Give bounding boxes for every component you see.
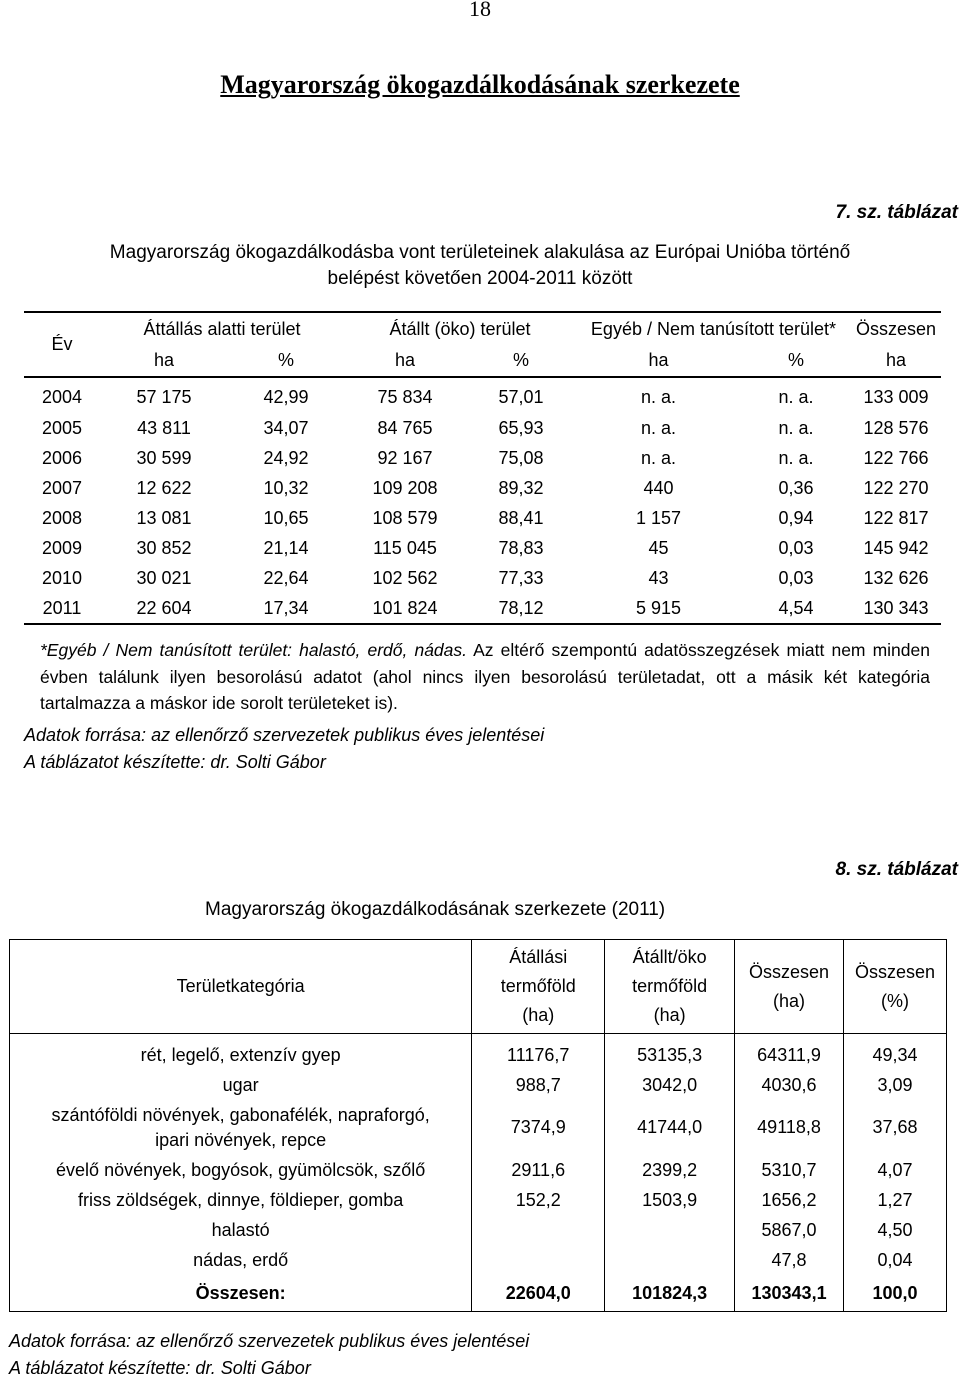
table8-header-line: (ha) [773, 990, 806, 1011]
table8-header-line: (%) [881, 990, 909, 1011]
table8-header-cell [605, 940, 735, 1034]
page-number: 18 [469, 0, 491, 21]
table7-note-italic: *Egyéb / Nem tanúsított terület: halastó, erdő, nádas. [40, 640, 468, 660]
table8-cell: 2911,6 [472, 1155, 605, 1185]
table8-category-line: friss zöldségek, dinnye, földieper, gomba [78, 1189, 404, 1210]
table8-category-cell [10, 1155, 472, 1185]
table7-cell: 43 [648, 567, 669, 588]
table7-cell: 145 942 [863, 537, 929, 558]
table7-year-cell: 2010 [41, 567, 83, 588]
table8-cell: 2399,2 [605, 1155, 735, 1185]
table7-note-text: Az eltérő szempontú adatösszegzések miatt nem minden évben találunk ilyen besorolású adatot (ahol nincs ilyen besorolású területadat, ott a másik két kategória tartalmazza a máskor ide sorolt területeket is). [40, 640, 930, 713]
table8-cell: 152,2 [472, 1185, 605, 1215]
table8-cell: 4,50 [844, 1215, 947, 1245]
table8-total-cell: 100,0 [844, 1275, 947, 1312]
table7-year-cell: 2006 [41, 447, 83, 468]
table7-header-group2: Átállt (öko) terület [344, 312, 576, 345]
table8-category-line: rét, legelő, extenzív gyep [140, 1044, 341, 1065]
table7-cell: 0,03 [778, 537, 814, 558]
table7-cell: 57 175 [136, 386, 192, 407]
table7-cell: 109 208 [372, 477, 438, 498]
table8-category-line: nádas, erdő [193, 1249, 289, 1270]
table8-header-cell [844, 940, 947, 1034]
table7-unit: ha [344, 345, 466, 377]
table8-header-line: (ha) [522, 1005, 555, 1025]
table7-cell: 84 765 [377, 417, 433, 438]
table7-header-group4: Összesen [851, 312, 941, 345]
table7-cell: 24,92 [263, 447, 309, 468]
table8-category-cell [10, 1070, 472, 1100]
table8-cell: 11176,7 [472, 1034, 605, 1071]
table7-notes [40, 637, 930, 717]
table7-cell: 30 599 [136, 447, 192, 468]
table7-unit: ha [851, 345, 941, 377]
table8-category-cell [10, 1034, 472, 1071]
table8-cell: 988,7 [472, 1070, 605, 1100]
table8-label: 8. sz. táblázat [835, 859, 958, 880]
table7-year-cell: 2008 [41, 507, 83, 528]
table7-source: Adatok forrása: az ellenőrző szervezetek publikus éves jelentései [24, 725, 545, 745]
table7-unit: % [741, 345, 851, 377]
table8-cell: 41744,0 [605, 1100, 735, 1155]
table8-category-cell [10, 1215, 472, 1245]
table7-cell: n. a. [640, 417, 677, 438]
table8-cell: 5310,7 [735, 1155, 844, 1185]
table7-unit: % [228, 345, 344, 377]
table8-header-line: Átállt/öko [632, 947, 707, 967]
table7-body [24, 377, 941, 624]
table7-caption-line2: belépést követően 2004-2011 között [327, 268, 633, 289]
table8-category-cell [10, 1185, 472, 1215]
table8-author: A táblázatot készítette: dr. Solti Gábor [9, 1358, 311, 1378]
table-row [10, 1245, 947, 1275]
table-row [10, 1070, 947, 1100]
table-row [24, 593, 941, 624]
table8-cell [605, 1245, 735, 1275]
table7-cell: n. a. [778, 386, 814, 407]
table7-author: A táblázatot készítette: dr. Solti Gábor [24, 752, 326, 772]
table7-cell: 440 [643, 477, 674, 498]
table8-category-line: évelő növények, bogyósok, gyümölcsök, szőlő [56, 1159, 426, 1180]
table-row [24, 503, 941, 533]
table8-total-cell: 22604,0 [472, 1275, 605, 1312]
table8-header-cell [472, 940, 605, 1034]
table7-cell: 22 604 [100, 593, 228, 624]
table7-cell: 102 562 [372, 567, 438, 588]
table7-cell: 22,64 [263, 567, 309, 588]
table-row [10, 1034, 947, 1071]
table8-cell: 53135,3 [605, 1034, 735, 1071]
table8-cell: 49,34 [844, 1034, 947, 1071]
table7-cell: 122 766 [863, 447, 929, 468]
table7-cell: 10,65 [263, 507, 309, 528]
table8-header-cell [735, 940, 844, 1034]
table8-category-cell [10, 1245, 472, 1275]
table7-year-cell: 2011 [24, 593, 100, 624]
table8-header-row [10, 940, 947, 1034]
table8-category-cell [10, 1100, 472, 1155]
table8-total-row [10, 1275, 947, 1312]
table7-cell: 89,32 [498, 477, 544, 498]
table7-cell: 42,99 [263, 386, 309, 407]
table7-cell: 78,12 [466, 593, 576, 624]
table7-cell: 5 915 [576, 593, 741, 624]
table-row [10, 1185, 947, 1215]
table7-cell: 75,08 [498, 447, 544, 468]
table7-cell: 115 045 [373, 537, 437, 558]
table8-cell: 37,68 [844, 1100, 947, 1155]
table7-cell: n. a. [640, 386, 677, 407]
table7-cell: 77,33 [498, 567, 544, 588]
table-row [10, 1215, 947, 1245]
table8-cell: 1503,9 [605, 1185, 735, 1215]
table-row [24, 443, 941, 473]
table8-cell: 3,09 [844, 1070, 947, 1100]
table7-cell: 132 626 [863, 567, 929, 588]
table8-cell: 1,27 [844, 1185, 947, 1215]
table7-caption-line1: Magyarország ökogazdálkodásba vont területeinek alakulása az Európai Unióba történő [109, 242, 851, 263]
table-row [24, 563, 941, 593]
table7-cell: 17,34 [228, 593, 344, 624]
table7-cell: 122 270 [863, 477, 929, 498]
table8-source: Adatok forrása: az ellenőrző szervezetek publikus éves jelentései [9, 1331, 530, 1351]
table8-cell: 7374,9 [472, 1100, 605, 1155]
table7 [24, 311, 941, 625]
table7-cell: 108 579 [372, 507, 438, 528]
table8-total-cell: 101824,3 [605, 1275, 735, 1312]
table8-cell [605, 1215, 735, 1245]
table-row [24, 533, 941, 563]
page-title: Magyarország ökogazdálkodásának szerkezete [220, 70, 740, 99]
table8-cell: 1656,2 [735, 1185, 844, 1215]
table7-cell: 30 021 [136, 567, 192, 588]
table7-header-group3: Egyéb / Nem tanúsított terület* [576, 312, 851, 345]
table7-cell: 78,83 [498, 537, 544, 558]
table7-cell: 13 081 [136, 507, 192, 528]
table7-year-cell: 2005 [41, 417, 83, 438]
table-row [24, 473, 941, 503]
table7-cell: 75 834 [377, 386, 433, 407]
table8-cell: 3042,0 [605, 1070, 735, 1100]
table8-category-line: halastó [211, 1219, 270, 1240]
table8-cell [472, 1245, 605, 1275]
table7-cell: 4,54 [741, 593, 851, 624]
table8-header-line: Összesen [749, 961, 830, 982]
table8-total-label: Összesen: [10, 1275, 472, 1312]
table7-cell: n. a. [778, 447, 814, 468]
table7-cell: 0,03 [778, 567, 814, 588]
table7-cell: 57,01 [498, 386, 544, 407]
table8-total-cell: 130343,1 [735, 1275, 844, 1312]
table8-cell: 49118,8 [735, 1100, 844, 1155]
table8-header-line: Összesen [854, 961, 936, 982]
table7-cell: 43 811 [137, 417, 191, 438]
table8-header-line: termőföld [500, 976, 576, 996]
table7-cell: 128 576 [863, 417, 929, 438]
table8-category-line: szántóföldi növények, gabonafélék, napraforgó, [51, 1104, 430, 1125]
table7-cell: 0,94 [778, 507, 814, 528]
table7-cell: n. a. [778, 417, 814, 438]
table7-label: 7. sz. táblázat [835, 202, 958, 223]
table8-cell: 47,8 [735, 1245, 844, 1275]
table8-header-line: (ha) [653, 1005, 686, 1025]
table-row [10, 1155, 947, 1185]
table7-year-cell: 2009 [41, 537, 83, 558]
table8-title: Magyarország ökogazdálkodásának szerkezete (2011) [205, 899, 666, 920]
table8-header-line: Átállási [509, 947, 568, 967]
table7-cell: 45 [648, 537, 669, 558]
table7-unit: % [466, 345, 576, 377]
table8-cell: 4030,6 [735, 1070, 844, 1100]
table7-unit: ha [100, 345, 228, 377]
table8-cell: 64311,9 [735, 1034, 844, 1071]
table-row [24, 381, 941, 413]
table8-cell: 5867,0 [735, 1215, 844, 1245]
table7-cell: 1 157 [635, 507, 682, 528]
table7-header-group1: Áttállás alatti terület [100, 312, 344, 345]
table7-cell: 101 824 [344, 593, 466, 624]
table7-year-cell: 2004 [41, 386, 83, 407]
table-row [10, 1100, 947, 1155]
table7-cell: n. a. [640, 447, 677, 468]
table8-cell: 4,07 [844, 1155, 947, 1185]
table8-header-line: Területkategória [176, 976, 305, 996]
table7-cell: 133 009 [863, 386, 929, 407]
table7-cell: 12 622 [136, 477, 192, 498]
table8-category-line: ugar [222, 1074, 259, 1095]
table8-category-line: ipari növények, repce [155, 1129, 327, 1150]
table7-cell: 92 167 [377, 447, 433, 468]
table8-cell [472, 1215, 605, 1245]
table8 [9, 939, 947, 1312]
table7-unit: ha [576, 345, 741, 377]
table-row [24, 413, 941, 443]
table8-body [10, 1034, 947, 1312]
table7-cell: 10,32 [263, 477, 309, 498]
table7-cell: 88,41 [498, 507, 544, 528]
table7-year-cell: 2007 [41, 477, 83, 498]
table7-cell: 122 817 [863, 507, 929, 528]
table7-header-ev: Év [24, 312, 100, 377]
table7-cell: 0,36 [778, 477, 814, 498]
table8-header-cell [10, 940, 472, 1034]
table7-caption [0, 240, 960, 292]
table7-cell: 30 852 [136, 537, 192, 558]
table7-cell: 130 343 [851, 593, 941, 624]
table7-cell: 21,14 [263, 537, 309, 558]
table8-cell: 0,04 [844, 1245, 947, 1275]
table7-cell: 34,07 [263, 417, 309, 438]
table7-cell: 65,93 [498, 417, 544, 438]
table8-header-line: termőföld [632, 976, 708, 996]
